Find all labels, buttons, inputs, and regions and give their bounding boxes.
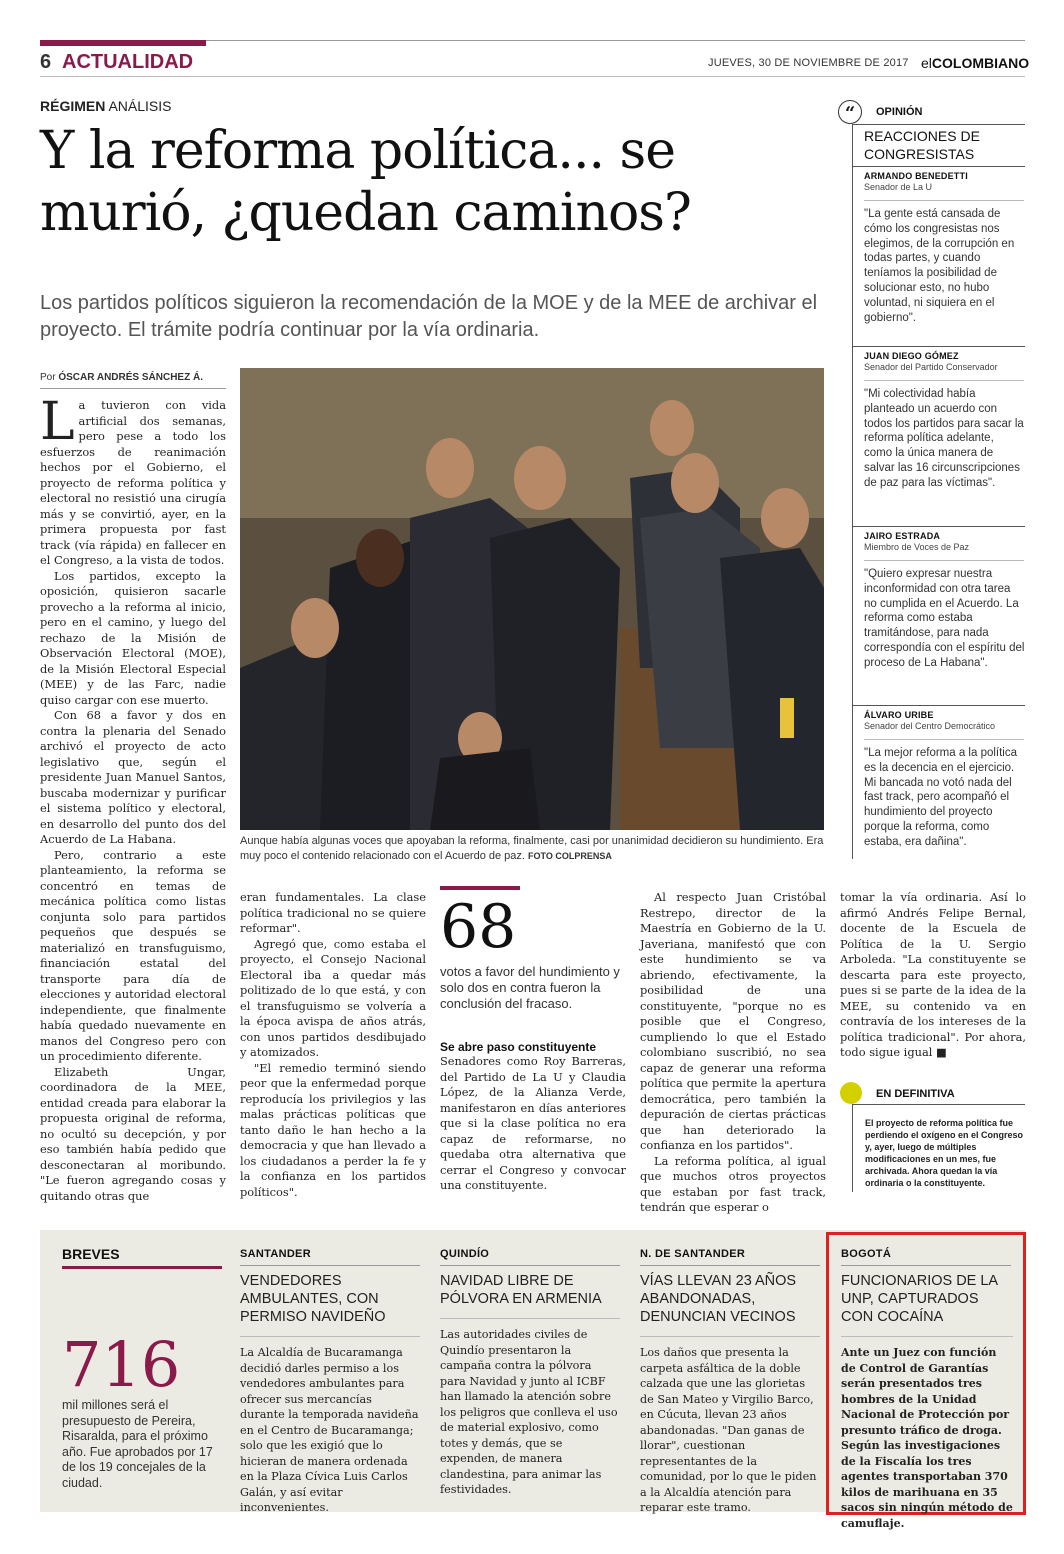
brief-title: VÍAS LLEVAN 23 AÑOS ABANDONADAS, DENUNCIAN VECINOS (640, 1273, 797, 1325)
brief-divider (640, 1336, 820, 1337)
brief-divider (841, 1336, 1013, 1337)
opinion-role: Senador de La U (864, 182, 933, 192)
article-deck: Los partidos políticos siguieron la recomendación de la MOE y de la MEE de archivar el proyecto. El trámite podría continuar por la vía ordinaria. (40, 292, 818, 341)
briefs-stat-number: 716 (62, 1328, 181, 1401)
opinion-entry (852, 346, 1025, 518)
article-paragraph: Elizabeth Ungar, coordinadora de la MEE, entidad creada para elaborar la propuesta original de reforma, no ocultó su decepción, y por eso también había pedido que desconectaran al moribundo. "Le fueron agregando cosas y quitando otras que (40, 1064, 226, 1203)
brief-body: La Alcaldía de Bucaramanga decidió darles permiso a los vendedores ambulantes para ofrecer sus mercancías durante la temporada navideña en el Centro de Bucaramanga; solo que les exigió que lo hicieran de manera ordenada en la Plaza Cívica Luis Carlos Galán, y así evitar inconvenientes. (240, 1346, 419, 1514)
drop-cap: L (40, 392, 75, 452)
brief-divider (640, 1265, 820, 1266)
opinion-divider (864, 560, 1024, 561)
opinion-quote: "La gente está cansada de cómo los congresistas nos elegimos, de la corrupción en todas partes, y cuando teníamos la posibilidad de solucionar esto, no hubo voluntad, ni siquiera en el gobierno". (864, 208, 1015, 324)
article-column-2 (240, 890, 426, 1199)
article-photo (240, 368, 824, 830)
header-divider (40, 76, 1025, 77)
stat-description: votos a favor del hundimiento y solo dos en contra fueron la conclusión del fracaso. (440, 964, 620, 1011)
kicker-topic: RÉGIMEN (40, 98, 106, 114)
brief-region: BOGOTÁ (841, 1248, 892, 1260)
article-column-1 (40, 392, 226, 1203)
stat-number: 68 (440, 892, 517, 962)
opinion-divider (864, 380, 1024, 381)
article-paragraph: Con 68 a favor y dos en contra la plenaria del Senado archivó el proyecto de acto legislativo que, según el presidente Juan Manuel Santos, buscaba modernizar y purificar el sistema político y electoral, en desarrollo del punto dos del Acuerdo de La Habana. (40, 708, 226, 846)
page-number: 6 (40, 51, 52, 73)
article-kicker (40, 98, 172, 114)
opinion-quote: "La mejor reforma a la política es la decencia en el ejercicio. Mi bancada no votó nada del fast track, pero acompañó el hundimiento del proyecto porque la reforma, como estaba, era dañina". (864, 747, 1018, 848)
opinion-label: OPINIÓN (876, 106, 923, 118)
byline (40, 372, 203, 383)
brief-divider (240, 1336, 420, 1337)
kicker-type: ANÁLISIS (105, 98, 172, 114)
byline-divider (40, 388, 226, 389)
article-paragraph: Senadores como Roy Barreras, del Partido de La U y Claudia López, de la Alianza Verde, manifestaron en días anteriores que si la clase política no era capaz de reformarse, no quedaba otra alternativa que cerrar el Congreso y convocar una constituyente. (440, 1054, 626, 1192)
brief-item (240, 1248, 420, 1516)
brief-body: Los daños que presenta la carpeta asfáltica de la doble calzada que une las glorietas de San Mateo y Virgilio Barco, en Cúcuta, llevan 23 años abandonadas. "Dan ganas de llorar", cuestionan representantes de la comunidad, por lo que le piden a la Alcaldía atención para reparar este tramo. (640, 1346, 817, 1514)
brief-body: Las autoridades civiles de Quindío presentaron la campaña contra la pólvora para Navidad y junto al ICBF han llamado la atención sobre los peligros que conlleva el uso de material explosivo, como totes y demás, que se expenden, de manera clandestina, para animar las festividades. (440, 1328, 618, 1496)
opinion-top-rule (852, 124, 1025, 125)
article-paragraph: "El remedio terminó siendo peor que la enfermedad porque reproducía los privilegios y las malas prácticas políticas que tanto daño le han hecho a la democracia y que han llevado a los ciudadanos a perder la fe y la confianza en los partidos políticos". (240, 1060, 426, 1199)
article-paragraph: Pero, contrario a este planteamiento, la reforma se concentró en temas de mecánica política como listas conjunta solo para partidos pequeños que después se materializó en transfuguismo, financiación estatal del transporte para día de elecciones y autoridad electoral independiente, que finalmente había quedado nuevamente en manos del Congreso pero con un procedimiento diferente. (40, 847, 226, 1063)
opinion-entry (852, 526, 1025, 698)
article-paragraph: La tuvieron con vida artificial dos semanas, pero pese a todo los esfuerzos de reanimación hechos por el Gobierno, el proyecto de reforma política y electoral no resistió una cirugía más y se convirtió, ayer, en la primera propuesta por fast track (vía rápida) en fallecer en el Congreso, a la vista de todos. (40, 392, 226, 567)
opinion-role: Miembro de Voces de Paz (864, 542, 970, 552)
opinion-entry (852, 705, 1025, 865)
brief-region: SANTANDER (240, 1248, 311, 1260)
article-paragraph: Al respecto Juan Cristóbal Restrepo, director de la Maestría en Gobierno de la U. Javeriana, manifestó que con este hundimiento se va abriendo, efectivamente, la posibilidad de una constituyente, "porque no es posible que el Congreso, cumpliendo lo que el Estado colombiano suscribió, no sea capaz de generar una reforma política que permite la apertura democrática, pero también la depuración de ciertas prácticas que han deteriorado la confianza en los partidos". (640, 890, 826, 1152)
byline-prefix: Por (40, 372, 59, 383)
brief-divider (841, 1265, 1011, 1266)
photo-caption (240, 834, 824, 864)
photo-senators-illustration (240, 368, 824, 830)
article-paragraph: eran fundamentales. La clase política tradicional no se quiere reformar". (240, 890, 426, 935)
issue-date: JUEVES, 30 DE NOVIEMBRE DE 2017 (708, 57, 909, 69)
article-subhead: Se abre paso constituyente (440, 1040, 597, 1054)
brand-name: COLOMBIANO (931, 55, 1030, 71)
brief-body: Ante un Juez con función de Control de Garantías serán presentados tres hombres de la Unidad Nacional de Protección por presunto tráfico de droga. Según las investigaciones de la Fiscalía los tres agentes transportaban 370 kilos de marihuana en 35 sacos sin ningún método de camuflaje. (841, 1346, 1013, 1530)
brief-title: NAVIDAD LIBRE DE PÓLVORA EN ARMENIA (440, 1273, 602, 1307)
brief-item (440, 1248, 620, 1498)
section-name: ACTUALIDAD (62, 51, 194, 73)
brief-item-highlighted (826, 1232, 1026, 1530)
briefs-accent-rule (62, 1266, 222, 1269)
summary-icon (840, 1082, 862, 1104)
opinion-author: JUAN DIEGO GÓMEZ (864, 351, 959, 361)
briefs-stat-text: mil millones será el presupuesto de Pereira, Risaralda, para el próximo año. Fue aprobados por 17 de los 19 concejales de la ciudad. (62, 1398, 213, 1490)
briefs-label: BREVES (62, 1246, 120, 1262)
summary-label: EN DEFINITIVA (876, 1088, 955, 1100)
opinion-divider (864, 200, 1024, 201)
article-paragraph: Los partidos, excepto la oposición, quisieron sacarle provecho a la reforma al inicio, pero en el camino, y luego del rechazo de la Misión de Observación Electoral (MOE), de la Misión Electoral Especial (MEE) y de las Farc, nadie quiso cargar con ese muerto. (40, 568, 226, 707)
caption-text: Aunque había algunas voces que apoyaban la reforma, finalmente, casi por unanimidad decidieron su hundimiento. Era muy poco el contenido relacionado con el Acuerdo de paz. (240, 835, 824, 862)
newspaper-logo (921, 55, 1029, 71)
stat-accent-bar (440, 886, 520, 890)
opinion-divider (864, 739, 1024, 740)
brief-title: VENDEDORES AMBULANTES, CON PERMISO NAVIDEÑO (240, 1273, 386, 1325)
brief-divider (440, 1318, 620, 1319)
byline-author: ÓSCAR ANDRÉS SÁNCHEZ Á. (58, 372, 203, 383)
article-column-3 (440, 1054, 626, 1194)
opinion-entry (852, 166, 1025, 338)
article-paragraph: tomar la vía ordinaria. Así lo afirmó Andrés Felipe Bernal, docente de la Escuela de Política de la U. Sergio Arboleda. "La constituyente se descarta para este proyecto, pues si se parte de la idea de la MEE, su contenido va en contravía de los intereses de la política tradicional". Por ahora, todo sigue igual ■ (840, 890, 1026, 1059)
brand-prefix: el (921, 55, 932, 71)
article-paragraph: La reforma política, al igual que muchos otros proyectos que estaban por fast track, tendrán que esperar o (640, 1153, 826, 1214)
brief-divider (440, 1265, 620, 1266)
opinion-quote: "Quiero expresar nuestra inconformidad con otra tarea no cumplida en el Acuerdo. La reforma como estaba tramitándose, para nada correspondía con el espíritu del proceso de La Habana". (864, 568, 1025, 669)
article-column-5 (840, 890, 1026, 1060)
summary-text: El proyecto de reforma política fue perdiendo el oxígeno en el Congreso y, ayer, luego de múltiples modificaciones en un mes, fue archivada. Ahora quedan la vía ordinaria o la constituyente. (852, 1104, 1025, 1192)
opinion-role: Senador del Partido Conservador (864, 362, 998, 372)
quote-icon: “ (838, 100, 862, 124)
brief-title: FUNCIONARIOS DE LA UNP, CAPTURADOS CON COCAÍNA (841, 1273, 998, 1325)
section-accent-bar (40, 40, 206, 46)
article-paragraph: Agregó que, como estaba el proyecto, el Consejo Nacional Electoral iba a quedar más politizado de lo que está, y con el transfuguismo se volvería a la época avispa de años atrás, con unos partidos desdibujado y atomizados. (240, 936, 426, 1059)
article-column-4 (640, 890, 826, 1214)
photo-credit: FOTO COLPRENSA (528, 851, 612, 861)
brief-item (640, 1248, 820, 1516)
opinion-author: ÁLVARO URIBE (864, 710, 934, 720)
opinion-author: JAIRO ESTRADA (864, 531, 941, 541)
brief-divider (240, 1265, 420, 1266)
opinion-quote: "Mi colectividad había planteado un acuerdo con todos los partidos para sacar la reforma política adelante, como la única manera de salvar las 16 circunscripciones de paz para las víctimas". (864, 388, 1024, 489)
opinion-role: Senador del Centro Democrático (864, 721, 996, 731)
opinion-author: ARMANDO BENEDETTI (864, 171, 968, 181)
brief-region: QUINDÍO (440, 1248, 490, 1260)
opinion-title: REACCIONES DE CONGRESISTAS (864, 128, 980, 162)
brief-region: N. DE SANTANDER (640, 1248, 746, 1260)
article-headline: Y la reforma política... se murió, ¿quedan caminos? (40, 121, 691, 243)
